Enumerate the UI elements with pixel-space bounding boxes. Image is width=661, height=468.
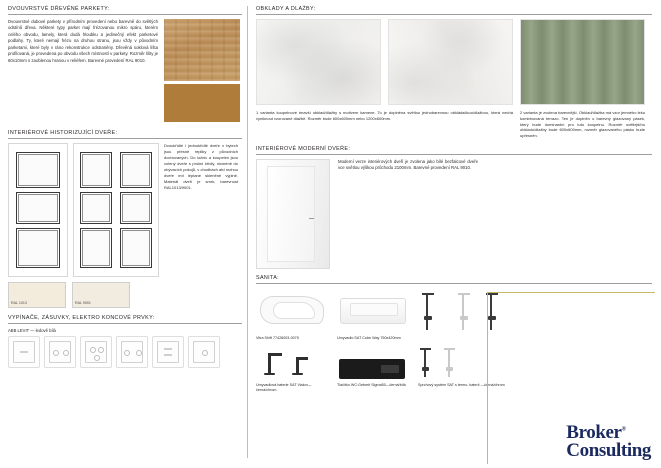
tiles-caption-left: 1 varianta koupelnové tmavší obklad/dlažby s motivem kamene. To je doplněna světlou jednobarevnou obkládačkou/dlažbou, která nechá vyniknout vzorované dlažbě. Rozměr bude 600x600mm nebo 1200x600mm.	[256, 110, 513, 121]
wc-image	[256, 288, 328, 334]
flush-plate-caption: Tlačítko WC:Geberit Sigma50—černá/bílá	[337, 383, 406, 388]
switches-gallery	[8, 336, 242, 368]
parquet-block	[8, 19, 242, 122]
brand-logo-registered-mark: ®	[621, 426, 626, 433]
wc-caption: Vitra Shift 77428003-0075	[256, 335, 299, 340]
historic-door-single-image	[8, 143, 68, 277]
modern-doors-description: Moderní verze interiérových dveří je zvolena jako bílé bezfalcové dveře vce světlou výškou průchodu 2100mm. Barevné provedení RAL 9010.	[338, 158, 478, 171]
historic-doors-block	[8, 143, 242, 277]
tile-stone-image	[256, 19, 381, 105]
parquet-sample-light-image	[164, 19, 240, 81]
tile-variant-2	[520, 19, 645, 105]
brand-logo-line2: Consulting	[566, 439, 651, 461]
socket-single-image	[80, 336, 112, 368]
column-divider	[247, 6, 248, 458]
ral-chips	[8, 282, 242, 308]
shower-system-caption: Sprchový systém SAT s termo. baterií —černá/chrom	[418, 383, 505, 388]
ral-chip-9001	[72, 282, 130, 308]
brand-logo-line1-text: Broker	[566, 421, 622, 443]
ral-chip-1013-label: RAL 1013	[11, 301, 27, 305]
flush-plate-image	[337, 347, 409, 381]
section-title-switches: VYPÍNAČE, ZÁSUVKY, ELEKTRO KONCOVÉ PRVKY:	[8, 315, 242, 324]
switch-single-image	[8, 336, 40, 368]
tiles-gallery	[256, 19, 652, 105]
socket-frame-image	[152, 336, 184, 368]
parquet-description: Dvouvrstvé dubové parkety v přírodním provedení nebo barevně do světlých odstínů dřeva. Některé typy parket mají frézovanou mikro spáru, kterém celého obvodu, lamely, která dodá hloubku a jedinečný efekt parketové podlahy. Ty, které nemají frézu na druhou stranu, jsou vždy v původním parketami, které byly v ráno rekonstrukce odstraněny. Dřevěná soklová lišta profilovaná, je provedena po obvodu všech místností v parkety. Rozměr lišty je 60x10mm s zaoblenou hranou v reliéfem. Barevné provedení RAL 9010.	[8, 19, 158, 63]
sanita-item-flush-plate	[337, 347, 409, 393]
tiles-captions	[256, 107, 652, 139]
ral-chip-1013	[8, 282, 66, 308]
sanita-item-wc	[256, 288, 328, 341]
tile-green-strip-image	[520, 19, 645, 105]
tile-variant-1b	[388, 19, 513, 105]
section-title-historic-doors: INTERIÉROVÉ HISTORIZUJÍCÍ DVEŘE:	[8, 130, 242, 139]
historic-doors-text	[164, 143, 238, 191]
section-title-sanita: SANITA:	[256, 275, 652, 284]
left-column	[8, 6, 242, 368]
socket-double-image	[116, 336, 148, 368]
tiles-caption-right: 2 varianta je zvolena barevnější. Obklad/dlažba má vzor jemného leku kombinovaná terrazo. Ten je doplněn o barevný glazovaný pásek, který bude dominantní pro tuto koupelnu. Rozměr světlejšího obkladu/dlažby bude 600x600mm, rozměr glazovaného pásku bude upřesněn.	[520, 110, 645, 139]
historic-doors-description: Dvoukřídlé i jednokřídlé dveře v bytech jsou přesné repliky z původních dochovaných. Do ložnic a koupelen jsou volený dveře s prolmi křídly, nicméně do obývacích pokojů, v chodbách atd mohou dveře mít leptané skleněné výplně. Materiál dveří je smrk, barevnost RAL1013/9001.	[164, 143, 238, 190]
sanita-item-mixer	[256, 347, 328, 393]
dimmer-image	[188, 336, 220, 368]
modern-doors-block	[256, 159, 652, 269]
historic-door-double-image	[73, 143, 159, 277]
ral-chip-9001-label: RAL 9001	[75, 301, 91, 305]
modern-door-image	[256, 159, 330, 269]
washbasin-image	[337, 288, 409, 334]
sanita-item-basin	[337, 288, 409, 341]
basin-mixer-caption: Umyvadlová baterie SAT Vialon—černá/chrom	[256, 383, 312, 393]
basin-mixer-image	[256, 347, 328, 381]
washbasin-caption: Umyvadlo SAT Cube Way 750x420mm	[337, 335, 401, 340]
tile-terrazzo-image	[388, 19, 513, 105]
section-title-tiles: OBKLADY A DLAŽBY:	[256, 6, 652, 15]
section-title-modern-doors: INTERIÉROVÉ MODERNÍ DVEŘE:	[256, 146, 652, 155]
switches-subtitle: ABB LEVIT — ledově bílá	[8, 328, 56, 333]
tile-variant-1	[256, 19, 381, 105]
parquet-sample-dark-image	[164, 84, 240, 122]
section-title-parquet: DVOUVRSTVÉ DŘEVĚNÉ PARKETY:	[8, 6, 242, 15]
parquet-images	[164, 19, 240, 122]
switch-double-image	[44, 336, 76, 368]
brand-logo	[566, 421, 651, 461]
